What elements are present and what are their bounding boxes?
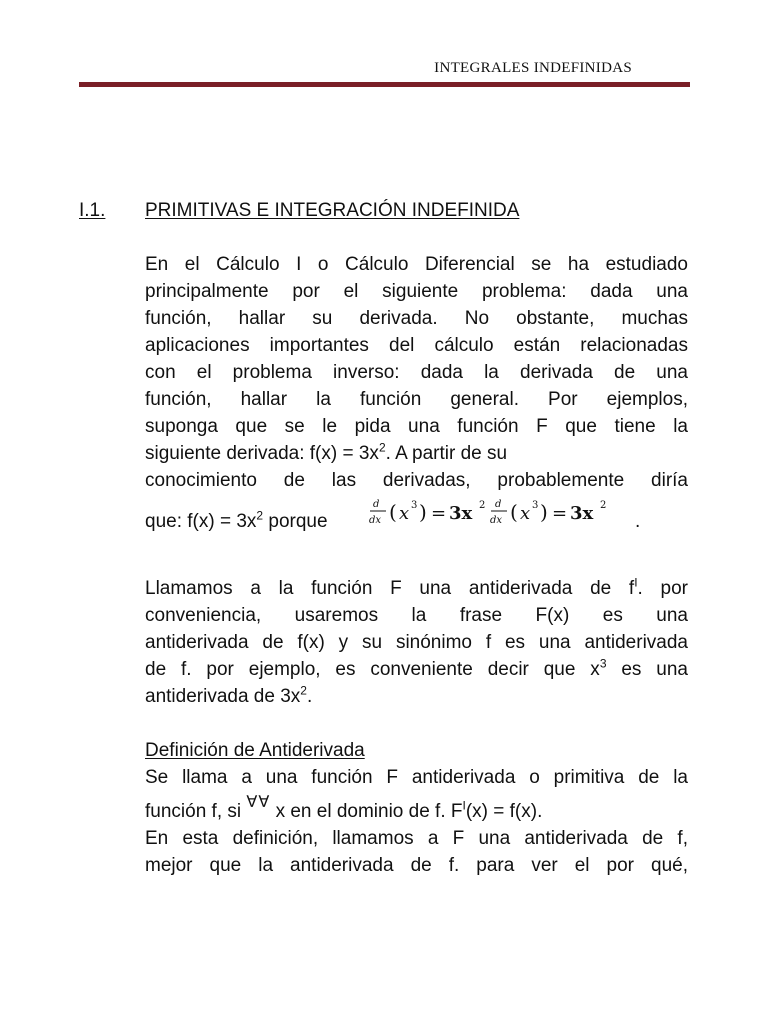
text-line [145,791,688,825]
superscript: 3 [599,656,607,671]
text-line: antiderivada de f(x) y su sinónimo f es una antiderivada [145,632,688,653]
text-fragment: de f. por ejemplo, es conveniente decir que x [145,659,600,680]
text-fragment: que: f(x) = 3x [145,511,257,532]
formula-rhs: 3x [570,503,594,524]
forall-icon: ∀∀ [246,792,271,811]
text-line: aplicaciones importantes del cálculo están relacionadas [145,335,688,356]
formula-exp: 3 [411,500,418,511]
text-line: mejor que la antiderivada de f. para ver el por qué, [145,855,688,876]
text-fragment: función f, si [145,801,242,822]
text-line: suponga que se le pida una función F que tiene la [145,416,688,437]
section-title: PRIMITIVAS E INTEGRACIÓN INDEFINIDA [145,200,520,221]
formula-exp: 2 [479,500,486,511]
text-line: principalmente por el siguiente problema: dada una [145,281,688,302]
superscript: I [462,798,466,813]
derivative-formula-image [369,494,639,534]
text-fragment: . A partir de su [385,443,508,464]
text-line: En el Cálculo I o Cálculo Diferencial se ha estudiado [145,254,688,275]
text-line: con el problema inverso: dada la derivada de una [145,362,688,383]
formula-d: d [373,499,380,510]
formula-line [145,494,688,540]
superscript: 2 [300,683,307,698]
text-fragment: . [306,686,313,707]
paren-close: ) [419,500,427,524]
formula-exp: 3 [532,500,539,511]
text-fragment: (x) = f(x). [465,801,543,822]
text-line [145,440,688,467]
definition-heading: Definición de Antiderivada [145,740,365,761]
header-rule [79,82,690,87]
formula-d: d [495,499,502,510]
text-fragment: antiderivada de 3x [145,686,301,707]
text-fragment: . por [637,578,688,599]
section-number: I.1. [79,200,106,221]
paren-open: ( [389,500,397,524]
text-line: conveniencia, usaremos la frase F(x) es una [145,605,688,626]
formula-x: x [520,503,531,524]
text-fragment [145,508,328,535]
text-line: Se llama a una función F antiderivada o primitiva de la [145,767,688,788]
text-line: función, hallar la función general. Por ejemplos, [145,389,688,410]
text-line: conocimiento de las derivadas, probablemente diría [145,470,688,491]
text-line: En esta definición, llamamos a F una antiderivada de f, [145,828,688,849]
formula-dx: dx [490,515,503,526]
text-line [145,575,688,602]
formula-equals: = [552,503,568,524]
formula-equals: = [431,503,447,524]
paren-close: ) [540,500,548,524]
paren-open: ( [510,500,518,524]
text-line: función, hallar su derivada. No obstante, muchas [145,308,688,329]
formula-rhs: 3x [449,503,473,524]
formula-x: x [399,503,410,524]
text-fragment: es una [606,659,688,680]
text-line [145,656,688,683]
text-fragment: x en el dominio de f. F [275,801,463,822]
formula-dx: dx [369,515,382,526]
text-fragment: Llamamos a la función F una antiderivada de f [145,578,635,599]
paragraph-antiderivative [145,575,688,710]
superscript: I [634,575,638,590]
definition-block [145,737,688,879]
superscript: 2 [256,508,264,523]
definition-heading-line [145,737,688,764]
superscript: 2 [378,440,386,455]
text-fragment: siguiente derivada: f(x) = 3x [145,443,379,464]
formula-exp: 2 [600,500,607,511]
paragraph-intro [145,251,688,540]
text-fragment: porque [263,511,328,532]
text-line [145,683,688,710]
running-header-title: INTEGRALES INDEFINIDAS [434,60,632,76]
text-fragment [145,440,507,467]
text-fragment: . [635,511,641,532]
